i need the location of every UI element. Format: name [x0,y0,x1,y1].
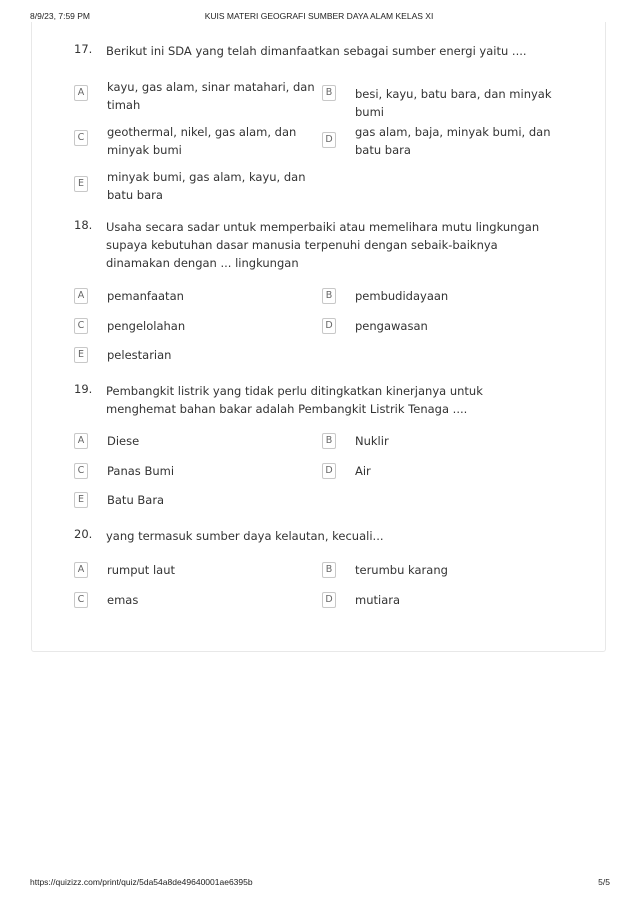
option-letter-badge: C [74,463,88,479]
option-text: Diese [107,434,140,448]
question-text: Pembangkit listrik yang tidak perlu ditingkatkan kinerjanya untuk menghemat bahan bakar adalah Pembangkit Listrik Tenaga .... [106,384,483,416]
option-letter-badge: A [74,288,88,304]
option-text: Panas Bumi [107,464,175,478]
option-letter-badge: B [322,433,336,449]
option-letter-badge: D [322,463,336,479]
option-text: rumput laut [107,563,176,577]
quiz-card [31,22,606,652]
option-letter-badge: C [74,130,88,146]
option-text: Nuklir [355,434,389,448]
print-datetime: 8/9/23, 7:59 PM [30,11,91,21]
option-letter-badge: A [74,433,88,449]
page-number: 5/5 [598,877,610,887]
option-text: pelestarian [107,348,172,362]
print-footer [0,877,638,891]
option-text: pembudidayaan [355,289,449,303]
question-text: Usaha secara sadar untuk memperbaiki atau memelihara mutu lingkungan supaya kebutuhan dasar manusia terpenuhi dengan sebaik-baiknya dinamakan dengan ... lingkungan [106,220,540,270]
option-letter-badge: E [74,176,88,192]
option-text: minyak bumi, gas alam, kayu, dan batu bara [107,170,306,202]
option-letter-badge: D [322,592,336,608]
option-letter-badge: D [322,132,336,148]
option-text: Air [355,464,371,478]
option-letter-badge: A [74,85,88,101]
question-number: 20. [74,527,93,541]
option-text: gas alam, baja, minyak bumi, dan batu bara [355,125,551,157]
option-text: emas [107,593,139,607]
option-letter-badge: C [74,318,88,334]
option-text: terumbu karang [355,563,448,577]
option-text: pengawasan [355,319,428,333]
option-letter-badge: E [74,492,88,508]
option-text: kayu, gas alam, sinar matahari, dan timah [107,80,315,112]
option-text: geothermal, nikel, gas alam, dan minyak bumi [107,125,297,157]
option-letter-badge: B [322,85,336,101]
question-number: 17. [74,42,93,56]
document-title: KUIS MATERI GEOGRAFI SUMBER DAYA ALAM KELAS XI [204,11,434,21]
option-text: besi, kayu, batu bara, dan minyak bumi [355,87,552,119]
option-letter-badge: B [322,562,336,578]
option-text: pemanfaatan [107,289,184,303]
option-letter-badge: C [74,592,88,608]
option-letter-badge: B [322,288,336,304]
question-number: 18. [74,218,93,232]
question-number: 19. [74,382,93,396]
page-url[interactable]: https://quizizz.com/print/quiz/5da54a8de49640001ae6395b [30,877,253,887]
option-letter-badge: A [74,562,88,578]
option-letter-badge: D [322,318,336,334]
question-text: Berikut ini SDA yang telah dimanfaatkan sebagai sumber energi yaitu .... [106,44,527,58]
option-text: mutiara [355,593,401,607]
option-letter-badge: E [74,347,88,363]
option-text: pengelolahan [107,319,186,333]
question-text: yang termasuk sumber daya kelautan, kecuali... [106,529,384,543]
option-text: Batu Bara [107,493,165,507]
